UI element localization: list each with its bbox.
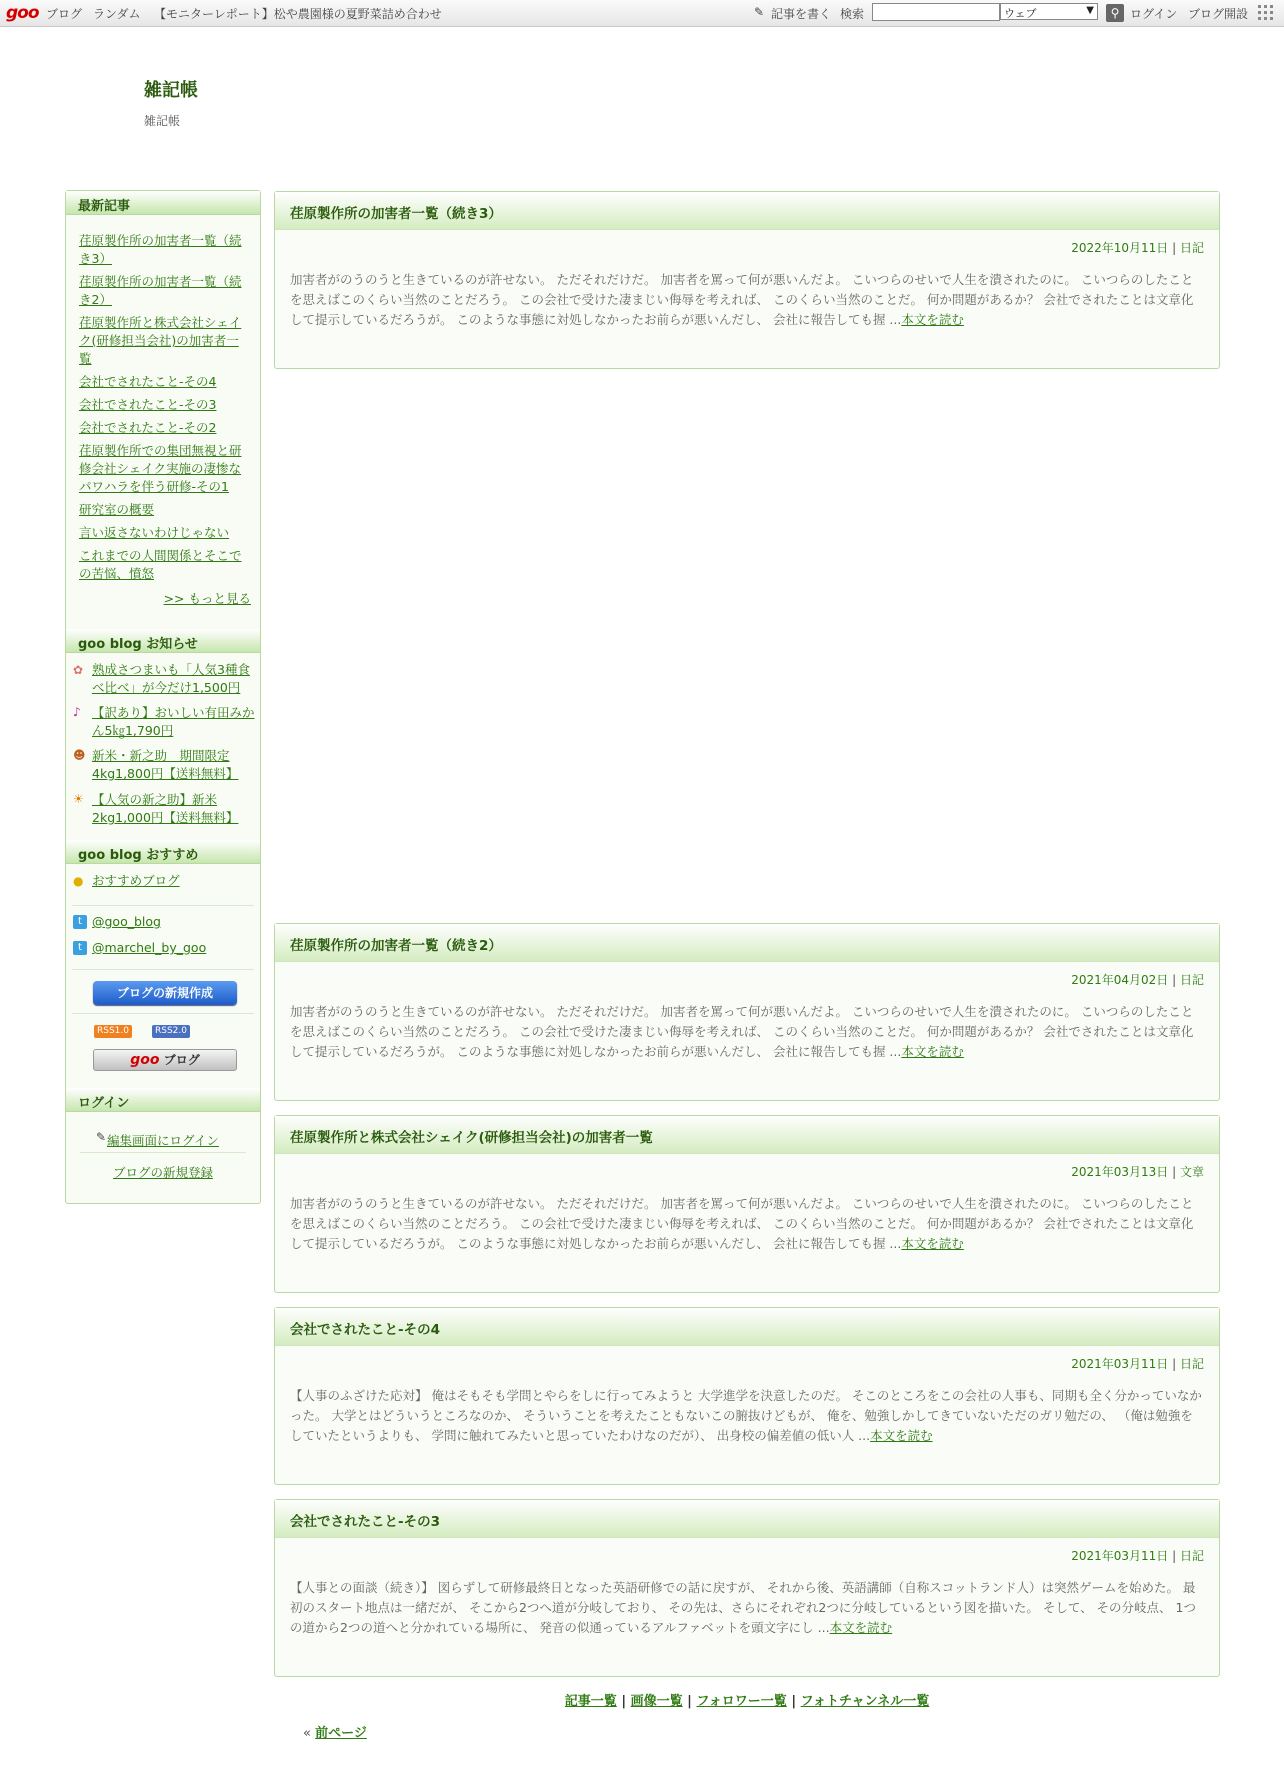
twitter-icon: t: [73, 915, 87, 929]
article-title[interactable]: 荏原製作所と株式会社シェイク(研修担当会社)の加害者一覧: [275, 1116, 1219, 1154]
sidebar: [65, 190, 261, 1204]
recent-article-link[interactable]: 荏原製作所の加害者一覧（続き2）: [79, 274, 242, 307]
flower-icon: ✿: [73, 663, 84, 677]
goo-logo[interactable]: goo: [6, 3, 39, 23]
create-blog-button[interactable]: ブログの新規作成: [93, 981, 237, 1005]
divider: [72, 1013, 254, 1014]
read-more-link[interactable]: 本文を読む: [901, 1236, 964, 1251]
chevron-down-icon: ▼: [1086, 5, 1094, 16]
article-date: 2022年10月11日: [1071, 241, 1169, 255]
promo-link[interactable]: 【モニターレポート】松や農園様の夏野菜詰め合わせ: [154, 7, 442, 21]
pencil-icon: ✎: [96, 1130, 107, 1144]
article-category[interactable]: 日記: [1179, 1549, 1204, 1563]
article-list-link[interactable]: 記事一覧: [564, 1694, 617, 1709]
open-blog-link[interactable]: ブログ開設: [1188, 7, 1249, 21]
lightbulb-icon: ●: [73, 874, 84, 888]
prev-page-link[interactable]: 前ページ: [315, 1726, 367, 1741]
article-category[interactable]: 文章: [1179, 1165, 1204, 1179]
twitter-icon: t: [73, 941, 87, 955]
notice-link[interactable]: 新米・新之助 期間限定4kg1,800円【送料無料】: [92, 748, 239, 781]
article-excerpt-text: 加害者がのうのうと生きているのが許せない。 ただそれだけだ。 加害者を罵って何が悪いんだよ。 こいつらのせいで人生を潰されたのに。 こいつらのしたことを思えばこのくらい当然のことだろう。 この会社で受けた凄まじい侮辱を考えれば、 このくらい当然のことだ。 何か問題があるか？ 会社でされたことは文章化して提示しているだろうが。 このような事態に対処しなかったお前らが悪いんだし、 会社に報告しても握 ...: [290, 272, 1194, 327]
recent-article-link[interactable]: 荏原製作所と株式会社シェイク(研修担当会社)の加害者一覧: [79, 315, 242, 366]
pencil-icon: ✎: [754, 5, 765, 19]
recent-articles-heading: 最新記事: [66, 191, 260, 215]
sun-icon: ☀: [73, 792, 84, 806]
separator: |: [621, 1694, 627, 1709]
article-excerpt-text: 加害者がのうのうと生きているのが許せない。 ただそれだけだ。 加害者を罵って何が悪いんだよ。 こいつらのせいで人生を潰されたのに。 こいつらのしたことを思えばこのくらい当然のことだろう。 この会社で受けた凄まじい侮辱を考えれば、 このくらい当然のことだ。 何か問題があるか？ 会社でされたことは文章化して提示しているだろうが。 このような事態に対処しなかったお前らが悪いんだし、 会社に報告しても握 ...: [290, 1196, 1194, 1251]
goo-logo: goo: [130, 1052, 160, 1068]
recent-article-link[interactable]: 荏原製作所の加害者一覧（続き3）: [79, 233, 242, 266]
recommended-blog-link[interactable]: おすすめブログ: [92, 873, 180, 888]
twitter-link[interactable]: @marchel_by_goo: [92, 940, 207, 955]
search-input[interactable]: [872, 3, 1000, 21]
article-excerpt: [290, 1194, 1202, 1254]
recent-article-link[interactable]: 研究室の概要: [79, 502, 155, 517]
article-title[interactable]: 会社でされたこと-その4: [275, 1308, 1219, 1346]
article-meta: 2021年04月02日 | 日記: [1071, 973, 1204, 987]
article-excerpt-text: 【人事との面談（続き）】 図らずして研修最終日となった英語研修での話に戻すが、 それから後、英語講師（自称スコットランド人）は突然ゲームを始めた。 最初のスタート地点は一緒だが、 そこから2つへ道が分岐しており、 その先は、さらにそれぞれ2つに分岐しているという図を描いた。 そして、 その分岐点、 1つの道から2つの道へと分かれている場所に、 発音の似通っているアルファベットを頭文字にし ...: [290, 1580, 1196, 1635]
read-more-link[interactable]: 本文を読む: [829, 1620, 893, 1635]
recent-article-link[interactable]: 荏原製作所での集団無視と研修会社シェイク実施の凄惨なパワハラを伴う研修-その1: [79, 443, 242, 494]
write-article-link[interactable]: 記事を書く: [771, 7, 832, 21]
article-title[interactable]: 荏原製作所の加害者一覧（続き3）: [275, 192, 1219, 230]
divider: [72, 969, 254, 970]
search-icon: ⚲: [1110, 6, 1120, 20]
recommend-heading: goo blog おすすめ: [66, 840, 260, 864]
article-meta: 2022年10月11日 | 日記: [1071, 241, 1204, 255]
follower-list-link[interactable]: フォロワー一覧: [696, 1694, 787, 1709]
blog-description: 雑記帳: [144, 114, 181, 128]
goo-blog-label: ブログ: [163, 1053, 200, 1067]
login-link[interactable]: ログイン: [1130, 7, 1178, 21]
rss2-badge[interactable]: RSS2.0: [152, 1025, 190, 1038]
article-meta: 2021年03月11日 | 日記: [1071, 1357, 1204, 1371]
notice-link[interactable]: 【人気の新之助】新米2kg1,000円【送料無料】: [92, 792, 239, 825]
photo-channel-list-link[interactable]: フォトチャンネル一覧: [800, 1694, 930, 1709]
recent-article-link[interactable]: 会社でされたこと-その2: [79, 420, 217, 435]
prev-arrow: «: [303, 1726, 311, 1741]
divider: [72, 905, 254, 906]
article-excerpt: [290, 1578, 1202, 1638]
article-excerpt-text: 【人事のふざけた応対】 俺はそもそも学問とやらをしに行ってみようと 大学進学を決意したのだ。 そこのところをこの会社の人事も、同期も全く分かっていなかった。 大学とはどういうところなのか、 そういうことを考えたこともないこの腑抜けどもが、 俺を、勉強しかしてきていないただのガリ勉だの、 （俺は勉強をしていたというよりも、 学問に触れてみたいと思っていたわけなのだが）、 出身校の偏差値の低い人 ...: [290, 1388, 1202, 1443]
separator: |: [791, 1694, 797, 1709]
article-excerpt: [290, 270, 1202, 330]
top-bar: [0, 0, 1284, 27]
read-more-link[interactable]: 本文を読む: [901, 1044, 964, 1059]
article-date: 2021年03月11日: [1071, 1549, 1169, 1563]
article-excerpt: [290, 1002, 1202, 1062]
recent-article-link[interactable]: 言い返さないわけじゃない: [79, 525, 230, 540]
article-date: 2021年03月11日: [1071, 1357, 1169, 1371]
nav-random-link[interactable]: ランダム: [93, 7, 141, 21]
pagination: [303, 1722, 367, 1741]
article-category[interactable]: 日記: [1179, 241, 1204, 255]
edit-login-link[interactable]: 編集画面にログイン: [107, 1133, 219, 1148]
article-card: [274, 923, 1220, 1101]
blog-title[interactable]: 雑記帳: [144, 80, 198, 101]
notice-heading: goo blog お知らせ: [66, 629, 260, 653]
twitter-link[interactable]: @goo_blog: [92, 914, 161, 929]
read-more-link[interactable]: 本文を読む: [870, 1428, 933, 1443]
article-date: 2021年03月13日: [1071, 1165, 1169, 1179]
music-note-icon: ♪: [73, 705, 81, 719]
recent-article-link[interactable]: これまでの人間関係とそこでの苦悩、憤怒: [79, 548, 242, 581]
article-card: [274, 1499, 1220, 1677]
search-scope-value: ウェブ: [1004, 7, 1037, 20]
article-category[interactable]: 日記: [1179, 1357, 1204, 1371]
rss1-badge[interactable]: RSS1.0: [94, 1025, 132, 1038]
article-card: [274, 1307, 1220, 1485]
divider: [80, 1152, 246, 1153]
archive-links: [274, 1690, 1220, 1709]
app-grid-icon[interactable]: [1258, 5, 1274, 21]
recent-article-link[interactable]: 会社でされたこと-その4: [79, 374, 217, 389]
notice-link[interactable]: 熟成さつまいも「人気3種食べ比べ」が今だけ1,500円: [92, 662, 250, 695]
separator: |: [687, 1694, 692, 1709]
article-meta: 2021年03月11日 | 日記: [1071, 1549, 1204, 1563]
search-label: 検索: [840, 7, 865, 21]
article-meta: 2021年03月13日 | 文章: [1071, 1165, 1204, 1179]
article-category[interactable]: 日記: [1179, 973, 1204, 987]
article-date: 2021年04月02日: [1071, 973, 1169, 987]
article-title[interactable]: 会社でされたこと-その3: [275, 1500, 1219, 1538]
article-excerpt: [290, 1386, 1202, 1446]
nav-blog-link[interactable]: ブログ: [46, 7, 83, 21]
register-blog-link[interactable]: ブログの新規登録: [112, 1165, 213, 1180]
article-excerpt-text: 加害者がのうのうと生きているのが許せない。 ただそれだけだ。 加害者を罵って何が悪いんだよ。 こいつらのせいで人生を潰されたのに。 こいつらのしたことを思えばこのくらい当然のことだろう。 この会社で受けた凄まじい侮辱を考えれば、 このくらい当然のことだ。 何か問題があるか？ 会社でされたことは文章化して提示しているだろうが。 このような事態に対処しなかったお前らが悪いんだし、 会社に報告しても握 ...: [290, 1004, 1194, 1059]
login-heading: ログイン: [66, 1088, 260, 1112]
read-more-link[interactable]: 本文を読む: [901, 312, 964, 327]
more-articles-link[interactable]: >> もっと見る: [163, 591, 251, 606]
article-title[interactable]: 荏原製作所の加害者一覧（続き2）: [275, 924, 1219, 962]
search-button[interactable]: [1106, 4, 1124, 22]
article-card: [274, 191, 1220, 369]
search-scope-select[interactable]: [1000, 3, 1098, 20]
image-list-link[interactable]: 画像一覧: [630, 1694, 683, 1709]
article-card: [274, 1115, 1220, 1293]
goo-blog-button[interactable]: [93, 1049, 237, 1071]
recent-article-link[interactable]: 会社でされたこと-その3: [79, 397, 217, 412]
dog-face-icon: ☻: [73, 748, 86, 762]
notice-link[interactable]: 【訳あり】おいしい有田みかん5㎏1,790円: [92, 705, 255, 738]
